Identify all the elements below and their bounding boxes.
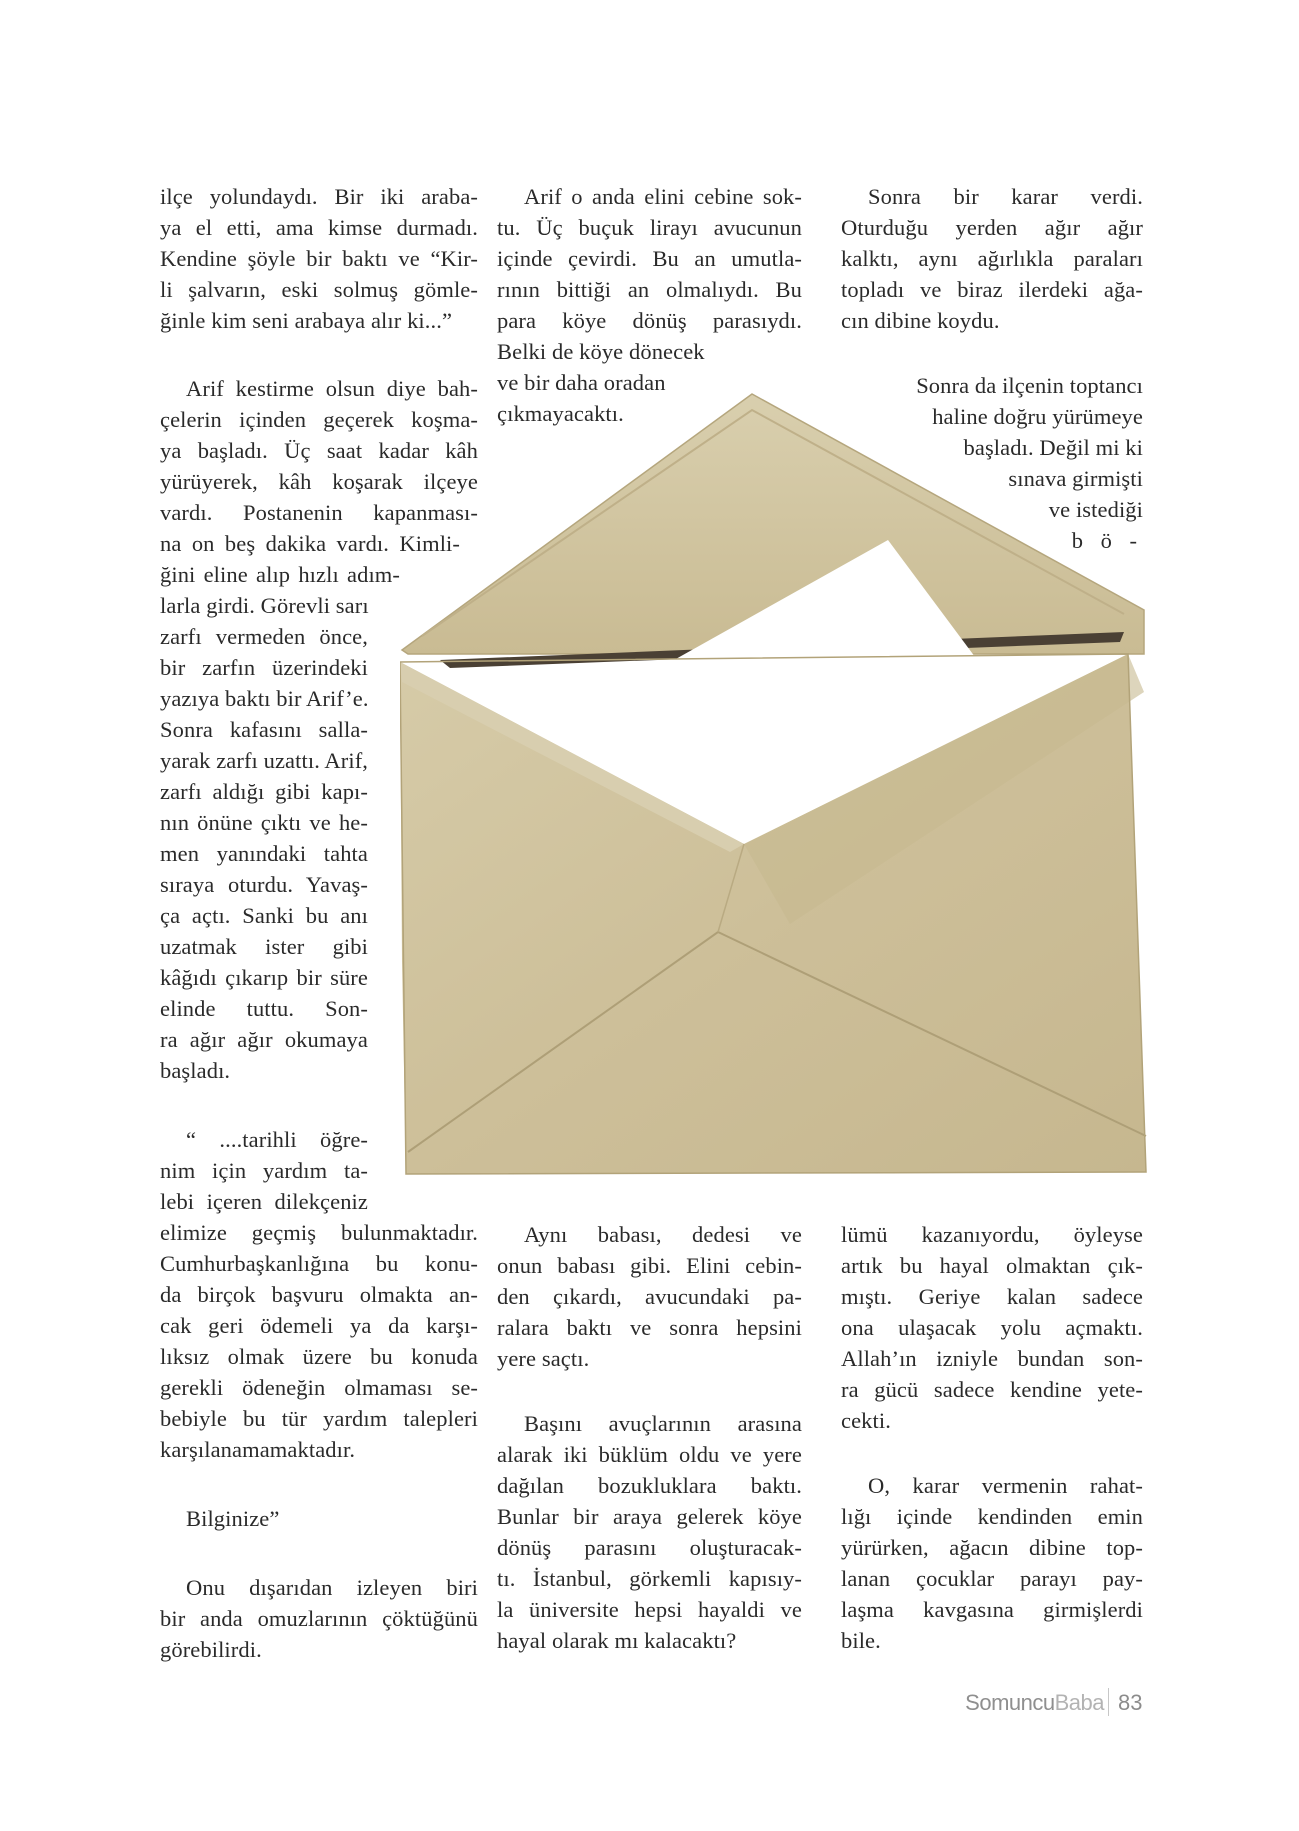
text-line: Bunlar bir araya gelerek köye — [497, 1504, 802, 1529]
text-line: başladı. Değil mi ki — [963, 435, 1143, 460]
text-line: görebilirdi. — [160, 1637, 262, 1662]
text-line: ya başladı. Üç saat kadar kâh — [160, 438, 478, 463]
text-line: ralara baktı ve sonra hepsini — [497, 1315, 802, 1340]
text-line: onun babası gibi. Elini cebin- — [497, 1253, 802, 1278]
text-line: lanan çocuklar parayı pay- — [841, 1566, 1143, 1591]
text-line: Onu dışarıdan izleyen biri — [186, 1575, 478, 1600]
text-line: bir zarfın üzerindeki — [160, 655, 368, 680]
text-line: Sonra da ilçenin toptancı — [916, 373, 1143, 398]
text-line: lığı içinde kendinden emin — [841, 1504, 1143, 1529]
text-line: bebiyle bu tür yardım talepleri — [160, 1406, 478, 1431]
text-line: laşma kavgasına girmişlerdi — [841, 1597, 1143, 1622]
text-line: yürüyerek, kâh koşarak ilçeye — [160, 469, 478, 494]
text-line: artık bu hayal olmaktan çık- — [841, 1253, 1143, 1278]
text-line: lebi içeren dilekçeniz — [160, 1189, 368, 1214]
text-line: ra gücü sadece kendine yete- — [841, 1377, 1143, 1402]
text-line: sıraya oturdu. Yavaş- — [160, 872, 368, 897]
text-line: men yanındaki tahta — [160, 841, 368, 866]
text-line: Sonra kafasını salla- — [160, 717, 368, 742]
text-line: yazıya baktı bir Arif’e. — [160, 686, 369, 711]
text-line: kalktı, aynı ağırlıkla paraları — [841, 246, 1143, 271]
text-line: Cumhurbaşkanlığına bu konu- — [160, 1251, 478, 1276]
text-line: na on beş dakika vardı. Kimli- — [160, 531, 460, 556]
text-line: Aynı babası, dedesi ve — [524, 1222, 802, 1247]
text-line: Arif kestirme olsun diye bah- — [186, 376, 478, 401]
text-line: vardı. Postanenin kapanması- — [160, 500, 478, 525]
text-line: dönüş parasını oluşturacak- — [497, 1535, 802, 1560]
text-line: alarak iki büklüm oldu ve yere — [497, 1442, 802, 1467]
brand-name-part1: Somuncu — [965, 1690, 1055, 1715]
text-line: nın önüne çıktı ve he- — [160, 810, 368, 835]
text-line: içinde çevirdi. Bu an umutla- — [497, 246, 802, 271]
text-line: bir anda omuzlarının çöktüğünü — [160, 1606, 478, 1631]
text-line: Başını avuçlarının arasına — [524, 1411, 802, 1436]
text-line: den çıkardı, avucundaki pa- — [497, 1284, 802, 1309]
text-line: zarfı vermeden önce, — [160, 624, 368, 649]
text-line: O, karar vermenin rahat- — [868, 1473, 1143, 1498]
text-line: nim için yardım ta- — [160, 1158, 368, 1183]
text-line: sınava girmişti — [1008, 466, 1143, 491]
text-line: uzatmak ister gibi — [160, 934, 368, 959]
text-line: çelerin içinden geçerek koşma- — [160, 407, 478, 432]
text-line: la üniversite hepsi hayaldi ve — [497, 1597, 802, 1622]
text-line: Bilginize” — [186, 1506, 280, 1531]
text-line: cekti. — [841, 1408, 891, 1433]
text-line: Sonra bir karar verdi. — [868, 184, 1143, 209]
text-line: b ö - — [1071, 528, 1143, 553]
text-line: Belki de köye dönecek — [497, 339, 705, 364]
text-line: karşılanamamaktadır. — [160, 1437, 356, 1462]
text-line: ra ağır ağır okumaya — [160, 1027, 368, 1052]
text-line: cın dibine koydu. — [841, 308, 1000, 333]
text-line: “ ....tarihli öğre- — [186, 1127, 368, 1152]
text-line: cak geri ödemeli ya da karşı- — [160, 1313, 478, 1338]
text-line: lümü kazanıyordu, öyleyse — [841, 1222, 1143, 1247]
text-line: da birçok başvuru olmakta an- — [160, 1282, 478, 1307]
text-line: Arif o anda elini cebine sok- — [524, 184, 802, 209]
text-line: ve istediği — [1048, 497, 1143, 522]
text-line: ve bir daha oradan — [497, 370, 666, 395]
text-line: ça açtı. Sanki bu anı — [160, 903, 368, 928]
text-line: hayal olarak mı kalacaktı? — [497, 1628, 737, 1653]
text-line: larla girdi. Görevli sarı — [160, 593, 369, 618]
text-line: li şalvarın, eski solmuş gömle- — [160, 277, 478, 302]
text-line: ilçe yolundaydı. Bir iki araba- — [160, 184, 478, 209]
text-line: lıksız olmak üzere bu konuda — [160, 1344, 478, 1369]
magazine-brand — [965, 1690, 1104, 1716]
text-line: başladı. — [160, 1058, 231, 1083]
text-line: gerekli ödeneğin olmaması se- — [160, 1375, 478, 1400]
text-line: ğini eline alıp hızlı adım- — [160, 562, 400, 587]
text-line: rının bittiği an olmalıydı. Bu — [497, 277, 802, 302]
text-line: mıştı. Geriye kalan sadece — [841, 1284, 1143, 1309]
text-line: ya el etti, ama kimse durmadı. — [160, 215, 478, 240]
text-line: tu. Üç buçuk lirayı avucunun — [497, 215, 802, 240]
text-line: Allah’ın izniyle bundan son- — [841, 1346, 1143, 1371]
brand-name-part2: Baba — [1054, 1690, 1104, 1715]
text-line: Oturduğu yerden ağır ağır — [841, 215, 1143, 240]
text-line: kâğıdı çıkarıp bir süre — [160, 965, 368, 990]
text-line: para köye dönüş parasıydı. — [497, 308, 802, 333]
text-line: bile. — [841, 1628, 881, 1653]
text-line: ğinle kim seni arabaya alır ki...” — [160, 308, 453, 333]
text-line: dağılan bozukluklara baktı. — [497, 1473, 802, 1498]
text-line: Kendine şöyle bir baktı ve “Kir- — [160, 246, 478, 271]
footer-divider — [1108, 1688, 1109, 1716]
text-line: haline doğru yürümeye — [932, 404, 1143, 429]
text-line: çıkmayacaktı. — [497, 401, 624, 426]
page-number: 83 — [1118, 1690, 1143, 1715]
text-line: yere saçtı. — [497, 1346, 590, 1371]
text-line: topladı ve biraz ilerdeki ağa- — [841, 277, 1143, 302]
text-line: tı. İstanbul, görkemli kapısıy- — [497, 1566, 802, 1591]
text-line: ona ulaşacak yolu açmaktı. — [841, 1315, 1143, 1340]
text-line: yürürken, ağacın dibine top- — [841, 1535, 1143, 1560]
text-line: zarfı aldığı gibi kapı- — [160, 779, 368, 804]
text-line: yarak zarfı uzattı. Arif, — [160, 748, 369, 773]
text-line: elimize geçmiş bulunmaktadır. — [160, 1220, 478, 1245]
text-line: elinde tuttu. Son- — [160, 996, 368, 1021]
